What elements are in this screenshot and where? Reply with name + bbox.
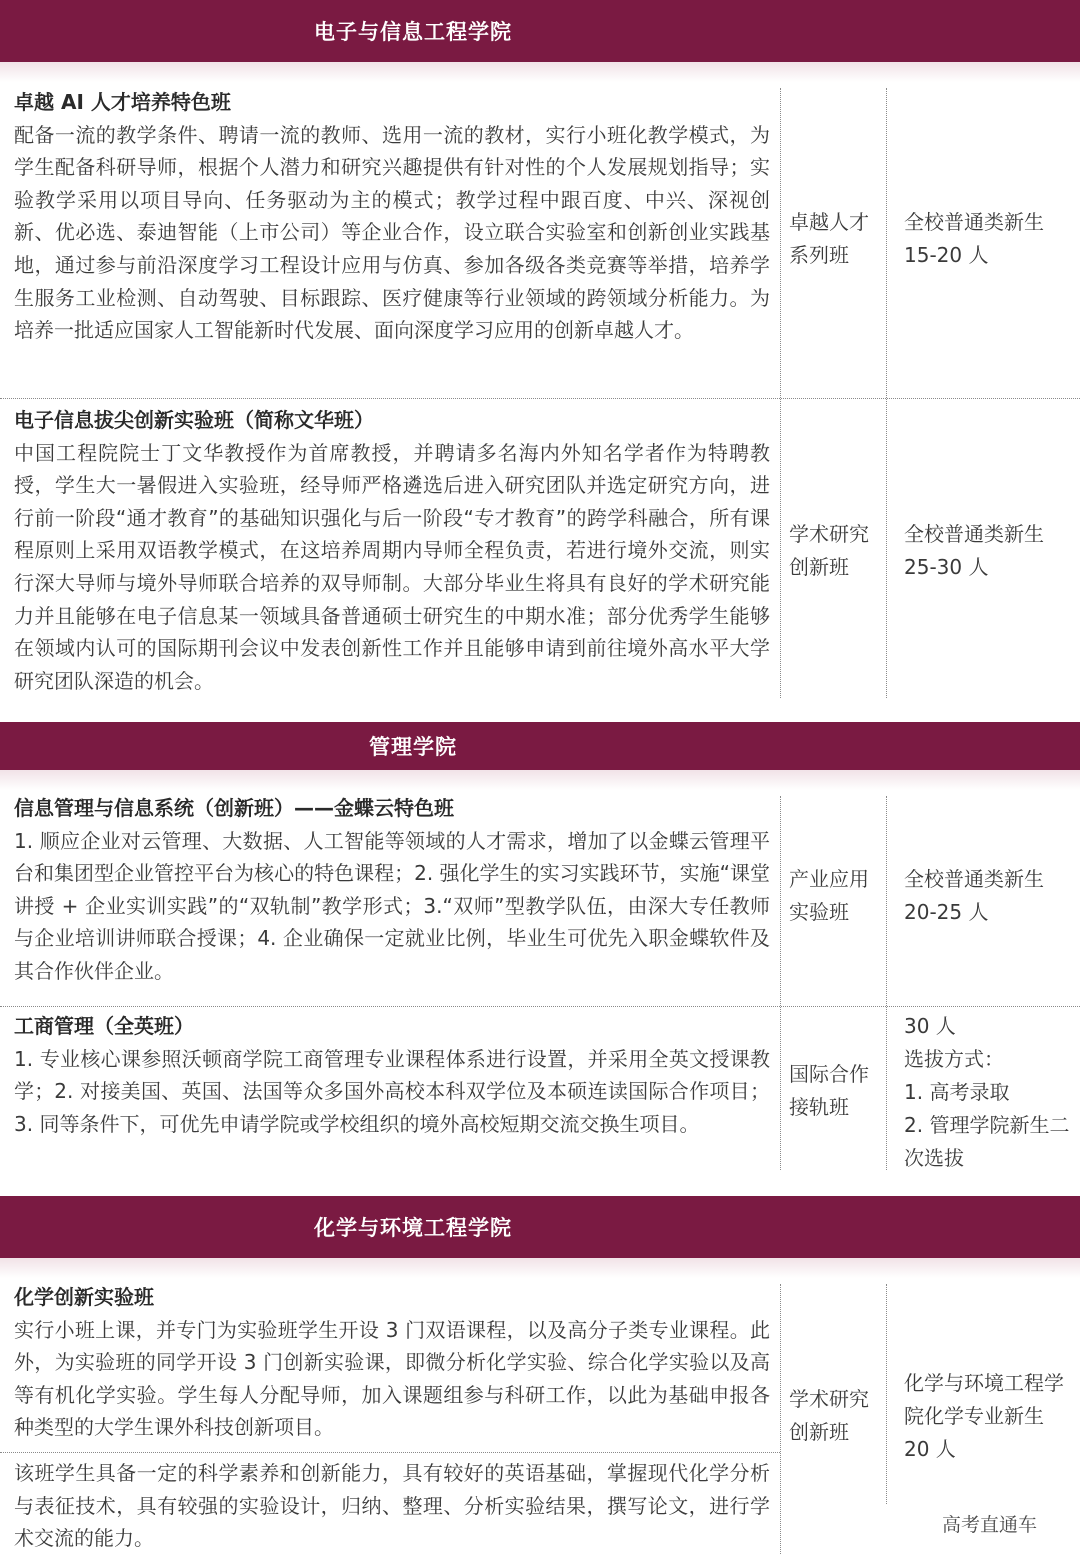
category-text: 学术研究创新班	[789, 522, 869, 579]
row-divider	[0, 398, 1080, 399]
program-quota	[904, 86, 1072, 392]
row-divider	[0, 1006, 1080, 1007]
program-description	[14, 1010, 770, 1172]
quota-text: 全校普通类新生 25-30 人	[904, 522, 1044, 579]
column-divider	[886, 88, 887, 698]
quota-text: 30 人 选拔方式： 1. 高考录取 2. 管理学院新生二次选拔	[904, 1014, 1070, 1170]
section-title: 管理学院	[369, 735, 457, 759]
program-description	[14, 86, 770, 392]
section-header-management	[0, 722, 1080, 770]
watermark: 高考直通车	[942, 1514, 1038, 1536]
column-divider	[780, 1284, 781, 1554]
section-shade	[0, 62, 1080, 82]
program-title: 卓越 AI 人才培养特色班	[14, 90, 231, 114]
section-shade	[0, 770, 1080, 790]
section-title: 电子与信息工程学院	[314, 20, 512, 44]
column-divider	[780, 88, 781, 698]
program-title: 信息管理与信息系统（创新班）——金蝶云特色班	[14, 796, 454, 820]
category-text: 产业应用实验班	[789, 867, 869, 924]
program-title: 工商管理（全英班）	[14, 1014, 194, 1038]
program-body: 1. 顺应企业对云管理、大数据、人工智能等领域的人才需求，增加了以金蝶云管理平台和集团型企业管控平台为核心的特色课程；2. 强化学生的实习实践环节，实施“课堂讲授 + 企业实训实践”的“双轨制”教学形式；3.“双师”型教学队伍，由深大专任教师与企业培训讲师联合授课；4. 企业确保一定就业比例，毕业生可优先入职金蝶软件及其合作伙伴企业。	[14, 828, 770, 983]
section-title: 化学与环境工程学院	[314, 1216, 512, 1240]
category-text: 学术研究创新班	[789, 1387, 869, 1444]
section-header-electronics	[0, 0, 1080, 62]
program-body: 该班学生具备一定的科学素养和创新能力，具有较好的英语基础，掌握现代化学分析与表征技术，具有较强的实验设计，归纳、整理、分析实验结果，撰写论文，进行学术交流的能力。	[14, 1461, 770, 1551]
quota-text: 全校普通类新生 20-25 人	[904, 867, 1044, 924]
category-text: 国际合作接轨班	[789, 1062, 869, 1119]
category-text: 卓越人才系列班	[789, 210, 869, 267]
program-quota	[904, 1010, 1072, 1172]
program-category	[789, 86, 881, 392]
row-divider	[0, 1452, 780, 1453]
program-body: 1. 专业核心课参照沃顿商学院工商管理专业课程体系进行设置，并采用全英文授课教学；2. 对接美国、英国、法国等众多国外高校本科双学位及本硕连读国际合作项目；3. 同等条件下，可优先申请学院或学校组织的境外高校短期交流交换生项目。	[14, 1046, 770, 1136]
section-shade	[0, 1258, 1080, 1278]
program-quota	[904, 792, 1072, 1000]
section-header-chemistry	[0, 1196, 1080, 1258]
program-title: 电子信息拔尖创新实验班（简称文华班）	[14, 408, 374, 432]
program-description	[14, 404, 770, 698]
program-category	[789, 792, 881, 1000]
program-body: 实行小班上课，并专门为实验班学生开设 3 门双语课程，以及高分子类专业课程。此外，为实验班的同学开设 3 门创新实验课，即微分析化学实验、综合化学实验以及高等有机化学实验。学生每人分配导师，加入课题组参与科研工作，以此为基础申报各种类型的大学生课外科技创新项目。	[14, 1317, 770, 1440]
column-divider	[886, 796, 887, 1170]
program-category	[789, 1010, 881, 1172]
program-quota	[904, 404, 1072, 698]
program-description-extra	[14, 1457, 770, 1557]
column-divider	[886, 1284, 887, 1504]
program-category	[789, 404, 881, 698]
program-description	[14, 792, 770, 1000]
program-title: 化学创新实验班	[14, 1285, 154, 1309]
quota-text: 全校普通类新生 15-20 人	[904, 210, 1044, 267]
program-body: 配备一流的教学条件、聘请一流的教师、选用一流的教材，实行小班化教学模式，为学生配备科研导师，根据个人潜力和研究兴趣提供有针对性的个人发展规划指导；实验教学采用以项目导向、任务驱动为主的模式；教学过程中跟百度、中兴、深视创新、优必选、泰迪智能（上市公司）等企业合作，设立联合实验室和创新创业实践基地，通过参与前沿深度学习工程设计应用与仿真、参加各级各类竞赛等举措，培养学生服务工业检测、自动驾驶、目标跟踪、医疗健康等行业领域的跨领域分析能力。为培养一批适应国家人工智能新时代发展、面向深度学习应用的创新卓越人才。	[14, 122, 770, 343]
column-divider	[780, 796, 781, 1170]
program-category	[789, 1281, 881, 1551]
program-description	[14, 1281, 770, 1446]
program-body: 中国工程院院士丁文华教授作为首席教授，并聘请多名海内外知名学者作为特聘教授，学生大一暑假进入实验班，经导师严格遴选后进入研究团队并选定研究方向，进行前一阶段“通才教育”的基础知识强化与后一阶段“专才教育”的跨学科融合，所有课程原则上采用双语教学模式，在这培养周期内导师全程负责，若进行境外交流，则实行深大导师与境外导师联合培养的双导师制。大部分毕业生将具有良好的学术研究能力并且能够在电子信息某一领域具备普通硕士研究生的中期水准；部分优秀学生能够在领域内认可的国际期刊会议中发表创新性工作并且能够申请到前往境外高水平大学研究团队深造的机会。	[14, 440, 770, 693]
quota-text: 化学与环境工程学院化学专业新生 20 人	[904, 1370, 1064, 1461]
